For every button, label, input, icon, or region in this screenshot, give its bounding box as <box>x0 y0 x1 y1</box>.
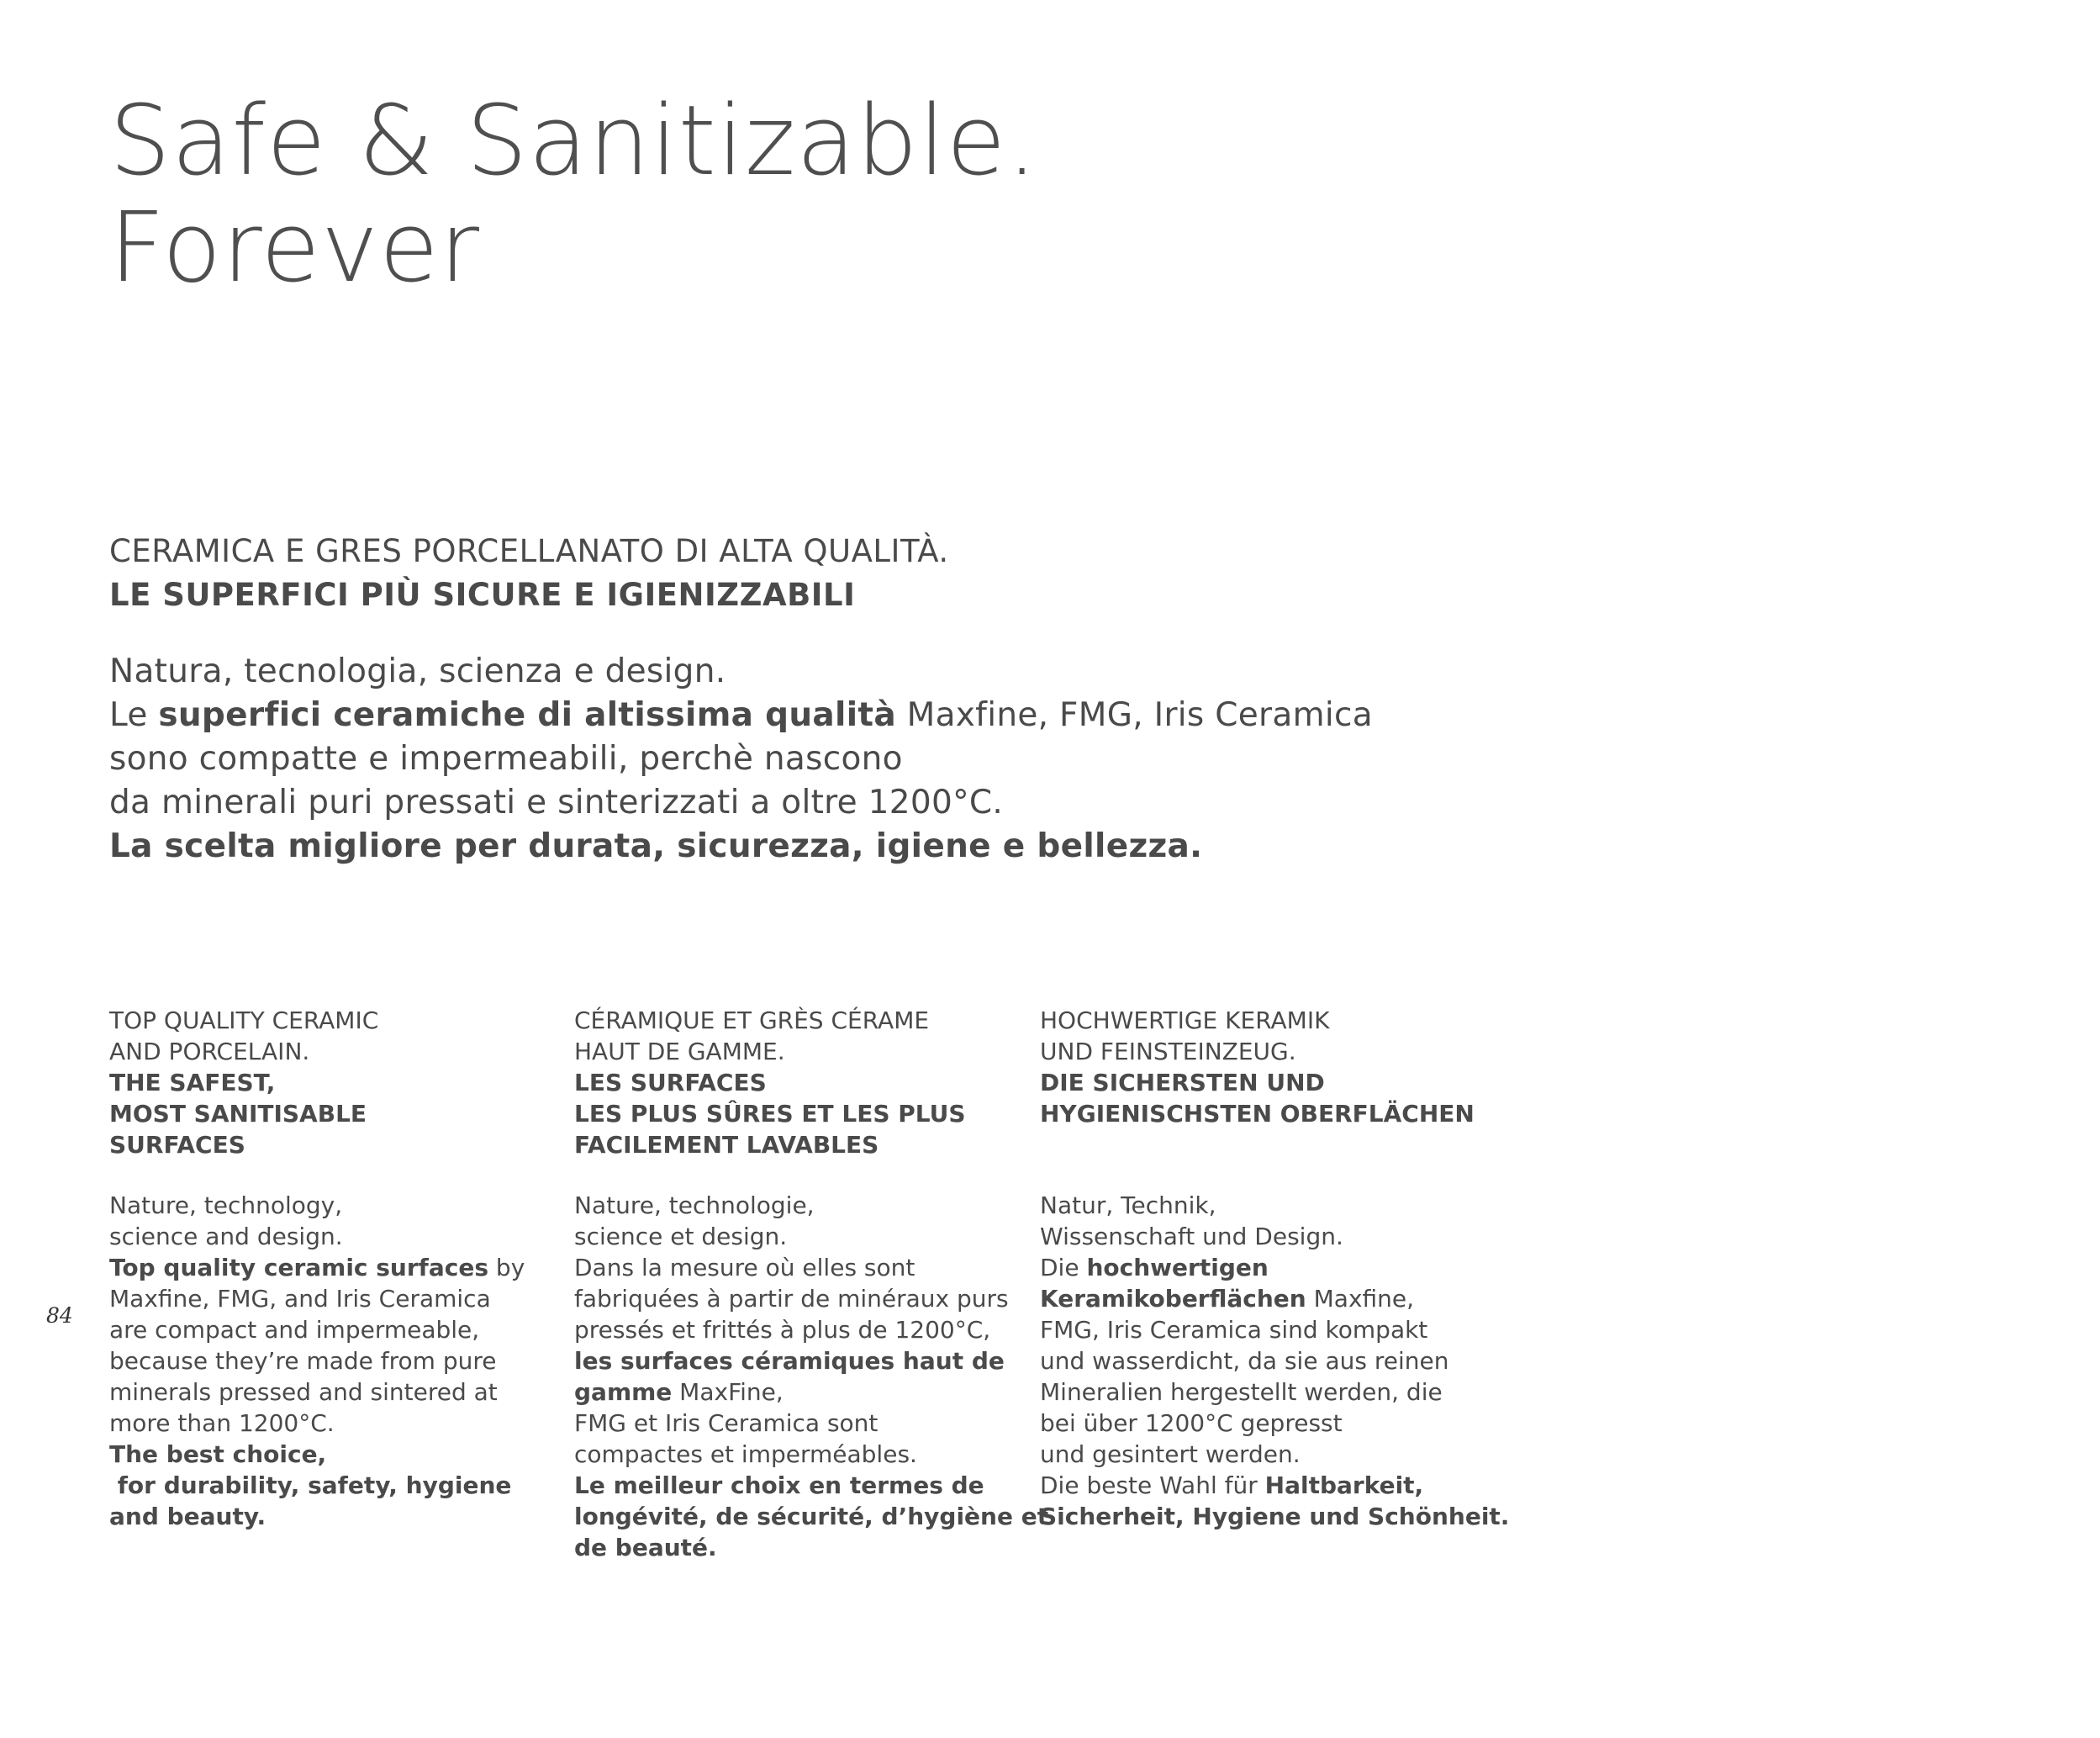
french-column <box>574 1005 1049 1563</box>
italian-heading-line-2: LE SUPERFICI PIÙ SICURE E IGIENIZZABILI <box>109 577 856 613</box>
german-body-line: Natur, Technik, <box>1040 1191 1216 1219</box>
spacer <box>1040 1160 1485 1190</box>
german-body-line: Mineralien hergestellt werden, die <box>1040 1378 1443 1406</box>
title-line-1: Safe & Sanitizable. <box>109 85 1038 198</box>
german-text: Maxfine, <box>1306 1285 1415 1313</box>
german-heading-bold-line: DIE SICHERSTEN UND <box>1040 1069 1325 1096</box>
italian-bold-text: superfici ceramiche di altissima qualità <box>158 696 896 734</box>
english-heading-bold-line: MOST SANITISABLE <box>109 1100 367 1128</box>
german-body-line: und wasserdicht, da sie aus reinen <box>1040 1347 1449 1375</box>
german-bold-text: hochwertigen <box>1086 1254 1269 1281</box>
french-body-line: pressés et frittés à plus de 1200°C, <box>574 1316 991 1344</box>
english-body-bold-line: for durability, safety, hygiene <box>109 1471 512 1499</box>
german-text: Die beste Wahl für <box>1040 1471 1265 1499</box>
german-body-bold-line: Sicherheit, Hygiene und Schönheit. <box>1040 1503 1510 1530</box>
italian-body-line <box>109 694 1373 737</box>
italian-text: Maxfine, FMG, Iris Ceramica <box>895 696 1373 734</box>
french-heading-bold-line: LES SURFACES <box>574 1069 767 1096</box>
german-column <box>1040 1005 1510 1532</box>
german-heading-line: HOCHWERTIGE KERAMIK <box>1040 1006 1330 1034</box>
french-body-bold-line: de beauté. <box>574 1534 717 1561</box>
german-bold-text: Keramikoberflächen <box>1040 1285 1306 1313</box>
german-body-line: Wissenschaft und Design. <box>1040 1223 1343 1250</box>
german-body-line <box>1040 1470 1485 1501</box>
english-body-line: are compact and impermeable, <box>109 1316 480 1344</box>
french-heading-line: HAUT DE GAMME. <box>574 1038 785 1065</box>
page-title <box>109 85 1038 304</box>
italian-body-line: sono compatte e impermeabili, perchè nascono <box>109 740 903 778</box>
italian-heading <box>109 530 949 617</box>
english-text: by <box>488 1254 525 1281</box>
italian-body-line: da minerali puri pressati e sinterizzati a oltre 1200°C. <box>109 784 1004 821</box>
italian-text: Le <box>109 696 159 734</box>
english-body-line: minerals pressed and sintered at <box>109 1378 498 1406</box>
french-body-line <box>574 1376 1020 1408</box>
german-body-line <box>1040 1283 1485 1314</box>
french-body-line: FMG et Iris Ceramica sont <box>574 1409 879 1437</box>
french-body-line: Nature, technologie, <box>574 1191 815 1219</box>
french-body-bold-line: les surfaces céramiques haut de <box>574 1347 1005 1375</box>
english-body-line: Nature, technology, <box>109 1191 343 1219</box>
english-body-line: science and design. <box>109 1223 343 1250</box>
italian-body-line-bold: La scelta migliore per durata, sicurezza, igiene e bellezza. <box>109 827 1203 865</box>
english-body-line: because they’re made from pure <box>109 1347 497 1375</box>
italian-heading-line-1: CERAMICA E GRES PORCELLANATO DI ALTA QUALITÀ. <box>109 533 949 569</box>
english-body-line: more than 1200°C. <box>109 1409 335 1437</box>
french-body-bold-line: Le meilleur choix en termes de <box>574 1471 984 1499</box>
english-column <box>109 1005 555 1532</box>
french-body-line: compactes et imperméables. <box>574 1440 917 1468</box>
english-heading-line: AND PORCELAIN. <box>109 1038 310 1065</box>
german-heading-line: UND FEINSTEINZEUG. <box>1040 1038 1296 1065</box>
german-body-line: FMG, Iris Ceramica sind kompakt <box>1040 1316 1428 1344</box>
english-bold-text: Top quality ceramic surfaces <box>109 1254 489 1281</box>
english-body-bold-line: The best choice, <box>109 1440 327 1468</box>
english-body-bold-line: and beauty. <box>109 1503 266 1530</box>
english-heading-line: TOP QUALITY CERAMIC <box>109 1006 379 1034</box>
french-heading-bold-line: LES PLUS SÛRES ET LES PLUS <box>574 1100 966 1128</box>
french-heading-bold-line: FACILEMENT LAVABLES <box>574 1131 879 1159</box>
german-heading-bold-line: HYGIENISCHSTEN OBERFLÄCHEN <box>1040 1100 1475 1128</box>
german-bold-text: Haltbarkeit, <box>1264 1471 1424 1499</box>
german-text: Die <box>1040 1254 1087 1281</box>
german-body-line: bei über 1200°C gepresst <box>1040 1409 1343 1437</box>
french-body-line: Dans la mesure où elles sont <box>574 1254 915 1281</box>
french-text: MaxFine, <box>672 1378 784 1406</box>
french-body-bold-line: longévité, de sécurité, d’hygiène et <box>574 1503 1049 1530</box>
french-bold-text: gamme <box>574 1378 673 1406</box>
italian-body <box>109 650 1373 869</box>
english-heading-bold-line: THE SAFEST, <box>109 1069 276 1096</box>
french-heading-line: CÉRAMIQUE ET GRÈS CÉRAME <box>574 1006 930 1034</box>
english-body-line <box>109 1252 555 1283</box>
german-heading-spacer-line <box>1040 1129 1485 1160</box>
spacer <box>574 1160 1020 1190</box>
italian-body-line: Natura, tecnologia, scienza e design. <box>109 652 726 690</box>
english-heading-bold-line: SURFACES <box>109 1131 245 1159</box>
french-body-line: science et design. <box>574 1223 788 1250</box>
german-body-line <box>1040 1252 1485 1283</box>
title-line-2: Forever <box>109 192 481 304</box>
page-number: 84 <box>46 1303 73 1328</box>
english-body-line: Maxfine, FMG, and Iris Ceramica <box>109 1285 491 1313</box>
spacer <box>109 1160 555 1190</box>
french-body-line: fabriquées à partir de minéraux purs <box>574 1285 1009 1313</box>
german-body-line: und gesintert werden. <box>1040 1440 1301 1468</box>
